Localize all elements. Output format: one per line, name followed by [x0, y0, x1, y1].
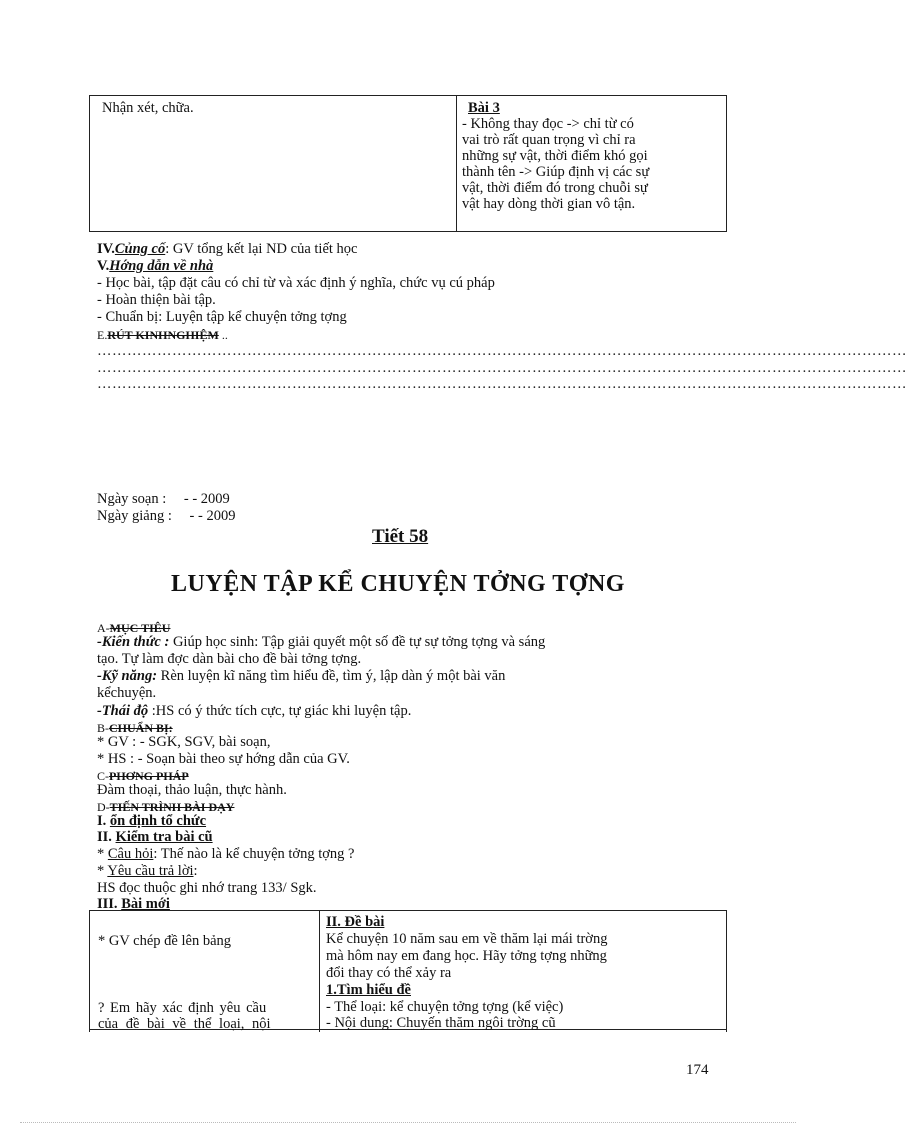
part-1-label: I.: [97, 813, 107, 829]
objective-knowledge-text: Giúp học sinh: Tập giải quyết một số đề tự sự tởng tợng và sáng: [169, 634, 546, 650]
part-3-title: Bài mới: [121, 896, 170, 912]
lesson-title: LUYỆN TẬP KỂ CHUYỆN TỞNG TỢNG: [171, 571, 625, 597]
review-answer-label: Yêu cầu trả lời: [107, 863, 194, 879]
part-2-heading: [97, 829, 213, 845]
topic-line: đổi thay có thể xảy ra: [326, 965, 452, 981]
teacher-question: ? Em hãy xác định yêu cầu: [98, 1000, 267, 1016]
section-c-title: PHƠNG PHÁP: [109, 769, 189, 783]
part-1-heading: [97, 813, 206, 829]
section-v-title: Hớng dẫn về nhà: [109, 258, 214, 274]
objective-skill-label: -Kỹ năng:: [97, 668, 158, 684]
section-v-label: V.: [97, 258, 110, 274]
objective-knowledge-label: -Kiến thức :: [97, 634, 170, 650]
lesson-number: Tiết 58: [372, 526, 429, 547]
exercise-line: vật hay dòng thời gian vô tận.: [462, 196, 636, 212]
review-answer-colon: :: [193, 863, 198, 879]
section-iv: [97, 241, 357, 257]
exercise-line: những sự vật, thời điểm khó gọi: [462, 148, 648, 164]
preparation-item: * HS : - Soạn bài theo sự hớng dẫn của GV.: [97, 751, 350, 767]
exercise-line: - Không thay đọc -> chỉ từ có: [462, 116, 634, 132]
section-e-title: RÚT KINHNGHIỆM: [107, 328, 219, 342]
preparation-item: * GV : - SGK, SGV, bài soạn,: [97, 734, 271, 750]
part-1-title: ổn định tổ chức: [109, 813, 207, 829]
objective-attitude: [97, 703, 411, 719]
bottom-table: [89, 910, 727, 1032]
analysis-item: - Thể loại: kể chuyện tởng tợng (kể việc): [326, 999, 564, 1015]
date-taught: [97, 508, 235, 524]
topic-line: mà hôm nay em đang học. Hãy tởng tợng những: [326, 948, 607, 964]
topic-line: Kể chuyện 10 năm sau em về thăm lại mái trờng: [326, 931, 608, 947]
review-question-label: Câu hỏi: [107, 846, 154, 862]
teacher-activity: * GV chép đề lên bảng: [98, 933, 232, 949]
dotted-line: ………………………………………………………………………………………………………………………………………………: [97, 376, 907, 392]
top-table-left-cell: Nhận xét, chữa.: [102, 100, 194, 116]
objective-skill: [97, 668, 505, 684]
section-v-heading: [97, 258, 213, 274]
method-text: Đàm thoại, thảo luận, thực hành.: [97, 782, 287, 798]
section-iv-label: IV.: [97, 241, 115, 257]
section-a-label: A-: [97, 621, 110, 635]
review-answer-heading: [97, 863, 198, 879]
section-a-title: MỤC TIÊU: [109, 621, 171, 635]
exercise-title: Bài 3: [468, 100, 500, 116]
objective-attitude-label: -Thái độ: [97, 703, 149, 719]
section-iv-title: Củng cố: [114, 241, 166, 257]
page-number: 174: [686, 1062, 709, 1078]
exercise-line: vật, thời điểm đó trong chuỗi sự: [462, 180, 648, 196]
review-question: [97, 846, 355, 862]
exercise-line: thành tên -> Giúp định vị các sự: [462, 164, 650, 180]
exercise-line: vai trò rất quan trọng vì chỉ ra: [462, 132, 636, 148]
section-e-label: E.: [97, 328, 108, 342]
section-d-title: TIẾN TRÌNH BÀI DẠY: [109, 800, 235, 814]
review-answer-text: HS đọc thuộc ghi nhớ trang 133/ Sgk.: [97, 880, 317, 896]
dotted-line: ………………………………………………………………………………………………………………………………………………: [97, 343, 907, 359]
part-2-label: II.: [97, 829, 112, 845]
dotted-line: ………………………………………………………………………………………………………………………………………………: [97, 360, 907, 376]
topic-heading: II. Đề bài: [326, 914, 385, 930]
section-iv-text: : GV tổng kết lại ND của tiết học: [165, 241, 358, 257]
section-c-label: C-: [97, 769, 109, 783]
analysis-item: - Nội dung: Chuyến thăm ngôi trờng cũ: [326, 1015, 556, 1031]
homework-item: - Học bài, tập đặt câu có chỉ từ và xác định ý nghĩa, chức vụ cú pháp: [97, 275, 495, 291]
section-b-label: B-: [97, 721, 109, 735]
part-3-label: III.: [97, 896, 118, 912]
objective-knowledge-cont: tạo. Tự làm đợc dàn bài cho đề bài tởng tợng.: [97, 651, 362, 667]
objective-skill-text: Rèn luyện kĩ năng tìm hiểu đề, tìm ý, lập dàn ý một bài văn: [157, 668, 506, 684]
objective-knowledge: [97, 634, 545, 650]
homework-item: - Hoàn thiện bài tập.: [97, 292, 216, 308]
section-e-tail: ..: [218, 328, 228, 342]
homework-item: - Chuẩn bị: Luyện tập kể chuyện tởng tợng: [97, 309, 347, 325]
section-e-heading: [97, 327, 228, 343]
analysis-heading: 1.Tìm hiểu đề: [326, 982, 411, 998]
table-divider: [319, 911, 320, 1032]
date-taught-label: Ngày giảng :: [97, 508, 172, 524]
part-2-title: Kiểm tra bài cũ: [115, 829, 213, 845]
review-question-bullet: *: [97, 846, 108, 862]
date-taught-value: - - 2009: [189, 508, 236, 524]
section-b-title: CHUẨN BỊ:: [109, 721, 173, 735]
section-d-label: D-: [97, 800, 110, 814]
objective-skill-cont: kểchuyện.: [97, 685, 157, 701]
review-answer-bullet: *: [97, 863, 108, 879]
top-table: [89, 95, 727, 232]
date-prepared: [97, 491, 230, 507]
date-prepared-label: Ngày soạn :: [97, 491, 167, 507]
teacher-question-cont: của đề bài về thể loại, nội: [98, 1016, 271, 1032]
objective-attitude-text: :HS có ý thức tích cực, tự giác khi luyện tập.: [148, 703, 412, 719]
review-question-text: : Thế nào là kể chuyện tởng tợng ?: [153, 846, 355, 862]
table-divider: [456, 96, 457, 231]
date-prepared-value: - - 2009: [183, 491, 230, 507]
top-table-right-cell: [462, 100, 724, 212]
